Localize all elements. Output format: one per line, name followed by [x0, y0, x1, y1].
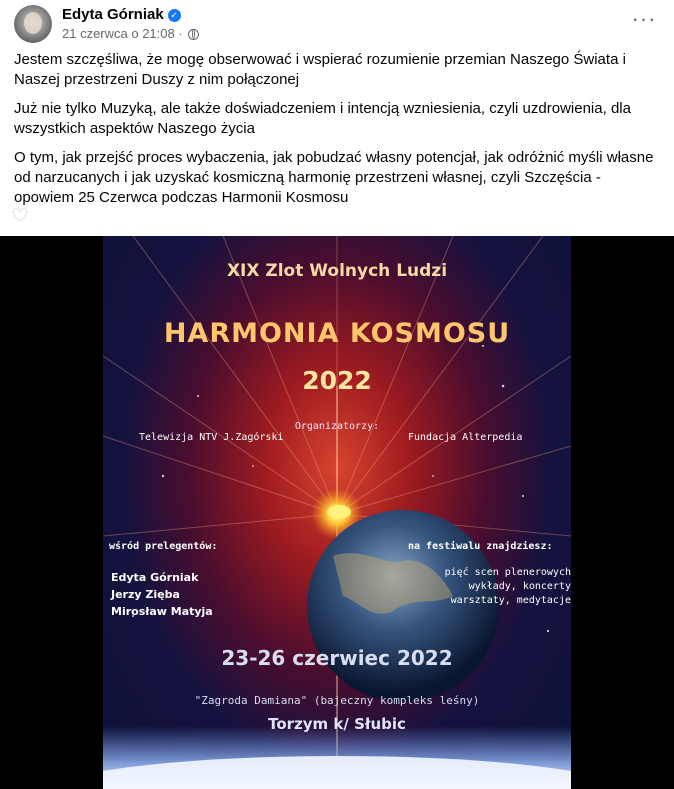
poster-festival-item: wykłady, koncerty [468, 581, 571, 592]
post-text [14, 50, 660, 217]
author-avatar[interactable] [14, 5, 52, 43]
poster-festival-list [403, 566, 571, 608]
event-poster [103, 236, 571, 789]
poster-speakers-list [111, 569, 213, 620]
more-options-button[interactable]: ··· [631, 6, 657, 31]
poster-year: 2022 [302, 366, 372, 395]
poster-city: Torzym k/ Słubic [268, 715, 406, 733]
poster-speaker: Edyta Górniak [111, 571, 199, 584]
poster-venue: "Zagroda Damiana" (bajeczny kompleks leśny) [194, 694, 480, 707]
post-paragraph-2: Już nie tylko Muzyką, ale także doświadczeniem i intencją wzniesienia, czyli uzdrowienia, dla wszystkich aspektów Naszego życia [14, 100, 631, 137]
author-name[interactable] [62, 6, 181, 23]
poster-festival-item: pięć scen plenerowych [444, 567, 571, 578]
public-globe-icon[interactable] [188, 29, 199, 40]
author-name-text[interactable]: Edyta Górniak [62, 6, 164, 23]
poster-event-series: XIX Zlot Wolnych Ludzi [226, 261, 448, 281]
heart-outline-icon[interactable] [12, 207, 28, 223]
poster-speakers-label: wśród prelegentów: [109, 541, 218, 552]
poster-festival-item: warsztaty, medytacje [450, 595, 571, 606]
verified-badge-icon: ✓ [168, 9, 181, 22]
post-paragraph-3: O tym, jak przejść proces wybaczenia, jak pobudzać własny potencjał, jak odróżnić myśli własne od narzucanych i jak uzyskać kosmiczną harmonię przestrzeni własnej, czyli Szczęścia - opowiem 25 Czerwca podczas Harmonii Kosmosu [14, 149, 654, 206]
post-timestamp[interactable]: 21 czerwca o 21:08 · [62, 26, 183, 41]
post-image[interactable] [0, 236, 674, 789]
poster-dates: 23-26 czerwiec 2022 [221, 646, 453, 670]
poster-speaker: Mirosław Matyja [111, 605, 213, 618]
poster-speaker: Jerzy Zięba [111, 588, 180, 601]
post-meta [62, 26, 199, 41]
poster-festival-label: na festiwalu znajdziesz: [408, 541, 553, 552]
poster-organizer-left: Telewizja NTV J.Zagórski [139, 432, 284, 443]
poster-organizer-right: Fundacja Alterpedia [408, 432, 523, 443]
post-paragraph-1: Jestem szczęśliwa, że mogę obserwować i wspierać rozumienie przemian Naszego Świata i Naszej przestrzeni Duszy z nim połączonej [14, 51, 626, 88]
post-header [0, 0, 674, 46]
poster-organizers-label: Organizatorzy: [294, 421, 380, 432]
poster-title: HARMONIA KOSMOSU [163, 318, 511, 349]
